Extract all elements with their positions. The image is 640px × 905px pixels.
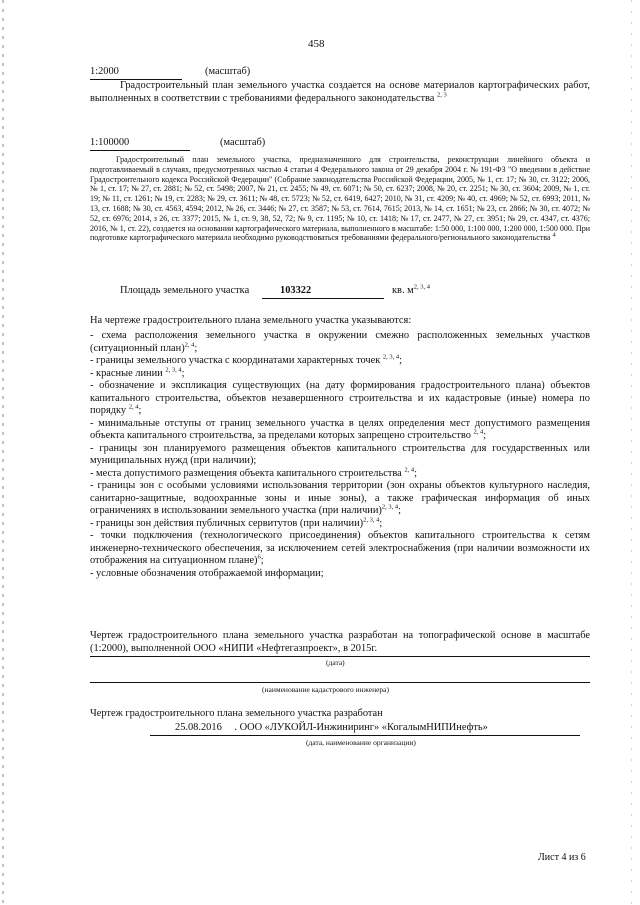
area-unit (392, 285, 430, 298)
footnote-ref: 4 (552, 231, 556, 239)
drawing-basis-text: Чертеж градостроительного плана земельного участка разработан на топографической основе в масштабе (1:2000), выполненной ООО «НИПИ «Нефтегазпроект», в 2015г. (90, 630, 590, 654)
list-item: - красные линии $^{2, 3, 4}$; (90, 366, 185, 379)
area-value (262, 285, 384, 299)
date-line (90, 656, 590, 657)
footnote-ref: 2, 3 (436, 91, 447, 99)
scale-label-1: (масштаб) (205, 66, 251, 77)
scan-edge-right (631, 0, 632, 905)
scale-label-2: (масштаб) (220, 137, 266, 148)
list-item: - обозначение и экспликация существующих (на дату формирования градостроительного плана) объектов капитального строительства, объектов незавершенного строительства и их кадастровые (иные) номера по порядку $^{2, 4}$; (90, 380, 590, 416)
list-item: - границы земельного участка с координатами характерных точек $^{2, 3, 4}$; (90, 353, 403, 366)
organization-name: . ООО «ЛУКОЙЛ-Инжиниринг» «КогалымНИПИнефть» (234, 722, 488, 733)
drawing-date: 25.08.2016 (175, 722, 222, 733)
list-intro: На чертеже градостроительного плана земельного участка указываются: (90, 315, 412, 326)
paragraph-linear-object-text: Градостроительный план земельного участка, предназначенного для строительства, реконструкции линейного объекта и подготавливаемый в случаях, предусмотренных частью 4 статьи 4 Федерального закона от 29 декабря 2004 г. № 191-ФЗ "О введении в действие Градостроительного кодекса Российской Федерации" (Собрание законодательства Российской Федерации, 2005, № 1, ст. 17; № 30, ст. 3122; 2006, № 1, ст. 17; № 27, ст. 2881; № 52, ст. 5498; 2007, № 21, ст. 2455; № 49, ст. 6071; № 50, ст. 6237; 2008, № 20, ст. 2251; № 30, ст. 3604; 2009, № 1, ст. 19; № 11, ст. 1261; № 19, ст. 2283; № 29, ст. 3611; № 48, ст. 5723; № 52, ст. 6419, 6427; 2010, № 31, ст. 4209; № 40, ст. 4969; № 52, ст. 6993; 2011, № 13, ст. 1688; № 30, ст. 4563, 4594; 2012, № 26, ст. 3446; № 27, ст. 3587; № 53, ст. 7614, 7615; 2013, № 14, ст. 1651; № 23, ст. 2866; № 30, ст. 4072; № 52, ст. 6976; 2014, з 26, ст. 3377; 2015, № 1, ст. 9, 38, 52, 72; № 9, ст. 1195; № 10, ст. 1418; № 17, ст. 2477, № 27, ст. 3951; № 29, ст. 4347, ст. 4376; 2016, № 1, ст. 22), создается на основании картографического материала, выполненного в масштабе: 1:50 000, 1:100 000, 1:200 000, 1:500 000. При подготовке картографического материала необходимо руководствоваться требованиями федерального/регионального законодательства (90, 155, 590, 243)
list-item: - условные обозначения отображаемой информации; (90, 567, 324, 579)
drawing-org-text: Чертеж градостроительного плана земельного участка разработан (90, 708, 383, 719)
paragraph-map-basis-text: Градостроительный план земельного участка создается на основе материалов картографических работ, выполненных в соответствии с требованиями федерального законодательства (90, 80, 590, 104)
list-item: - границы зон действия публичных сервитутов (при наличии)$^{2, 3, 4}$; (90, 516, 383, 529)
sheet-number: Лист 4 из 6 (538, 852, 586, 863)
scan-edge-left (2, 0, 4, 905)
engineer-caption: (наименование кадастрового инженера) (262, 685, 390, 694)
paragraph-linear-object (90, 155, 590, 243)
date-org-line (150, 722, 580, 736)
date-org-caption: (дата, наименование организации) (306, 738, 416, 747)
page-number: 458 (308, 38, 325, 50)
list-item: - минимальные отступы от границ земельного участка в целях определения мест допустимого размещения объекта капитального строительства, за пределами которых запрещено строительство $^{2, 4}$; (90, 417, 590, 441)
area-unit-text: кв. м (392, 285, 414, 296)
footnote-ref: 2, 3, 4 (413, 283, 430, 291)
scale-value-2: 1:100000 (90, 137, 190, 151)
requirements-list (90, 330, 590, 580)
paragraph-map-basis (90, 80, 590, 105)
area-number: 103322 (280, 285, 312, 296)
date-caption: (дата) (326, 658, 345, 667)
list-item: - границы зон с особыми условиями использования территории (зон охраны объектов культурного наследия, санитарно-защитные, водоохранные зоны и иные зоны), а также графическая информация об иных ограничениях в использовании земельного участка (при наличии)$^{2, 3, 4}$; (90, 480, 590, 516)
engineer-line (90, 682, 590, 683)
list-item: - места допустимого размещения объекта капитального строительства $^{2, 4}$; (90, 466, 417, 479)
scale-value-1: 1:2000 (90, 66, 182, 80)
list-item: - схема расположения земельного участка в окружении смежно расположенных земельных участков (ситуационный план)$^{2, 4}$; (90, 330, 590, 354)
area-label: Площадь земельного участка (120, 285, 250, 296)
list-item: - границы зон планируемого размещения объектов капитального строительства для государственных или муниципальных нужд (при наличии); (90, 442, 590, 466)
list-item: - точки подключения (технологического присоединения) объектов капитального строительства к сетям инженерно-технического обеспечения, за исключением сетей электроснабжения (при наличии возможности их отображения на ситуационном плане)$^6$; (90, 530, 590, 566)
